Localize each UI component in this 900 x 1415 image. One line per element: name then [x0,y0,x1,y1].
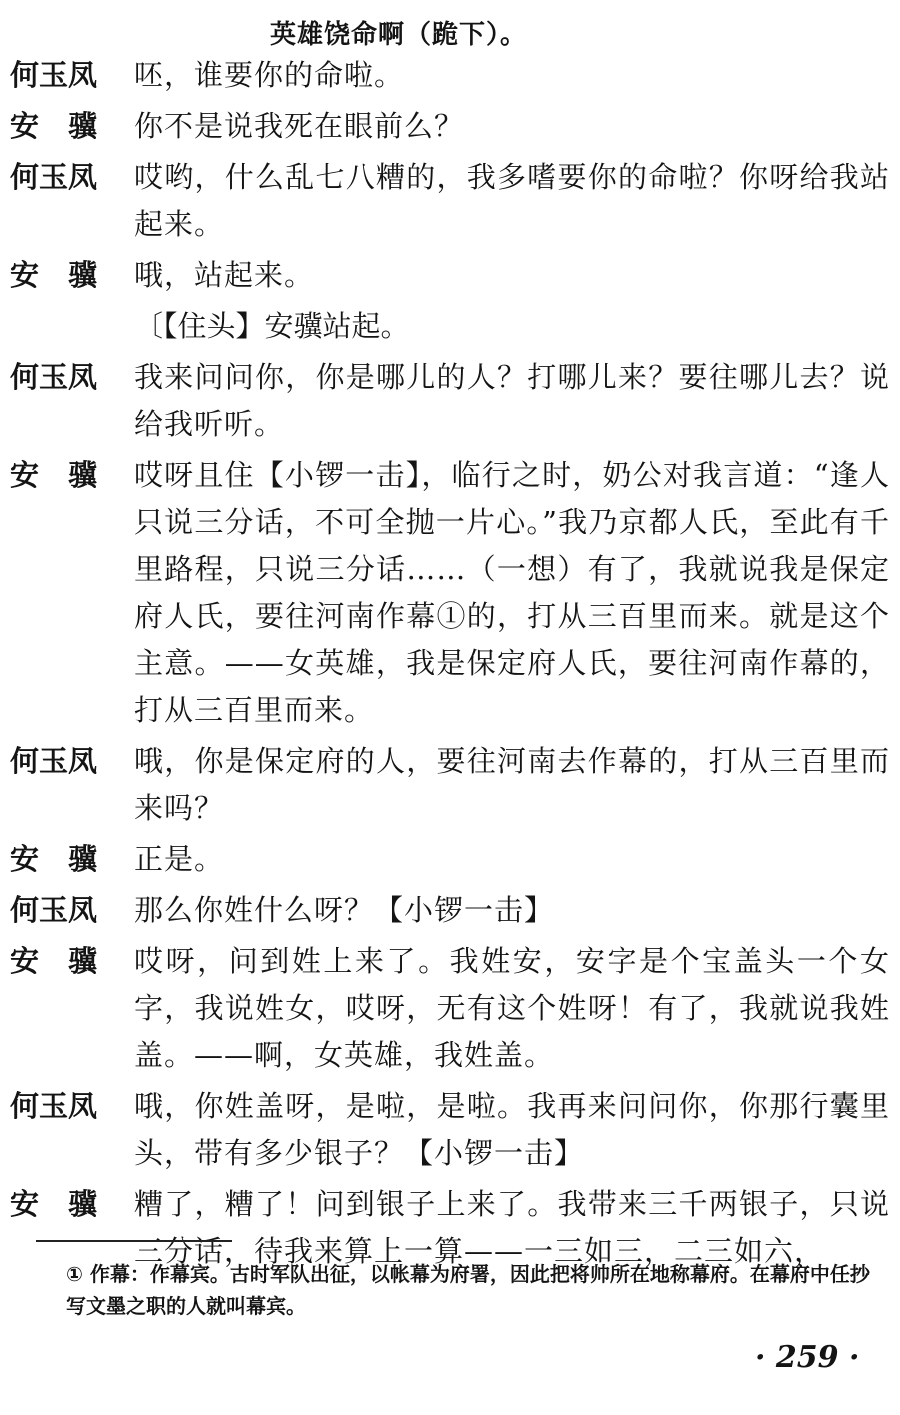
dialogue-line: 哦，你是保定府的人，要往河南去作幕的，打从三百里而来吗？ [134,744,890,825]
speaker-name: 安 骥 [10,842,98,876]
page-number: · 259 · [755,1340,860,1375]
speaker-name: 安 骥 [10,1187,98,1221]
footnote-divider [36,1240,232,1242]
continued-line: 英雄饶命啊（跪下）。 [270,20,528,50]
dialogue-line: 你不是说我死在眼前么？ [134,109,465,143]
stage-direction-row [0,303,900,350]
speaker-name: 安 骥 [10,109,98,143]
dialogue-row [0,52,900,99]
dialogue-row [0,354,900,448]
dialogue-line: 哎呀且住【小锣一击】，临行之时，奶公对我言道：“逢人只说三分话，不可全抛一片心。”我乃京都人氏，至此有千里路程，只说三分话……（一想）有了，我就说我是保定府人氏，要往河南作幕①的，打从三百里而来。就是这个主意。——女英雄，我是保定府人氏，要往河南作幕的，打从三百里而来。 [134,458,890,727]
speaker-name: 何玉凤 [10,360,98,394]
dialogue-line: 哦，你姓盖呀，是啦，是啦。我再来问问你，你那行囊里头，带有多少银子？【小锣一击】 [134,1089,890,1170]
dialogue-block [0,52,900,1279]
dialogue-row [0,738,900,832]
dialogue-line: 那么你姓什么呀？【小锣一击】 [134,893,555,927]
dialogue-line: 正是。 [134,842,225,876]
dialogue-row [0,252,900,299]
dialogue-row [0,887,900,934]
speaker-name: 何玉凤 [10,1089,98,1123]
dialogue-line: 糟了，糟了！问到银子上来了。我带来三千两银子，只说三分话，待我来算上一算——一三如三，二三如六， [134,1187,890,1268]
dialogue-row [0,1083,900,1177]
dialogue-line: 我来问问你，你是哪儿的人？打哪儿来？要往哪儿去？说给我听听。 [134,360,890,441]
stage-direction: 〔【住头】安骥站起。 [134,309,410,343]
dialogue-row [0,154,900,248]
dialogue-line: 呸，谁要你的命啦。 [134,58,405,92]
speaker-name: 何玉凤 [10,160,98,194]
speaker-name: 何玉凤 [10,744,98,778]
dialogue-row [0,452,900,734]
dialogue-row [0,938,900,1079]
speaker-name: 何玉凤 [10,893,98,927]
speaker-name: 安 骥 [10,944,98,978]
footnote: ① 作幕：作幕宾。古时军队出征，以帐幕为府署，因此把将帅所在地称幕府。在幕府中任抄写文墨之职的人就叫幕宾。 [66,1262,870,1318]
speaker-name: 安 骥 [10,458,98,492]
speaker-name: 何玉凤 [10,58,98,92]
dialogue-line: 哦，站起来。 [134,258,315,292]
dialogue-row [0,836,900,883]
speaker-name: 安 骥 [10,258,98,292]
dialogue-row [0,103,900,150]
dialogue-line: 哎哟，什么乱七八糟的，我多嗜要你的命啦？你呀给我站起来。 [134,160,890,241]
dialogue-line: 哎呀，问到姓上来了。我姓安，安字是个宝盖头一个女字，我说姓女，哎呀，无有这个姓呀！有了，我就说我姓盖。——啊，女英雄，我姓盖。 [134,944,890,1072]
